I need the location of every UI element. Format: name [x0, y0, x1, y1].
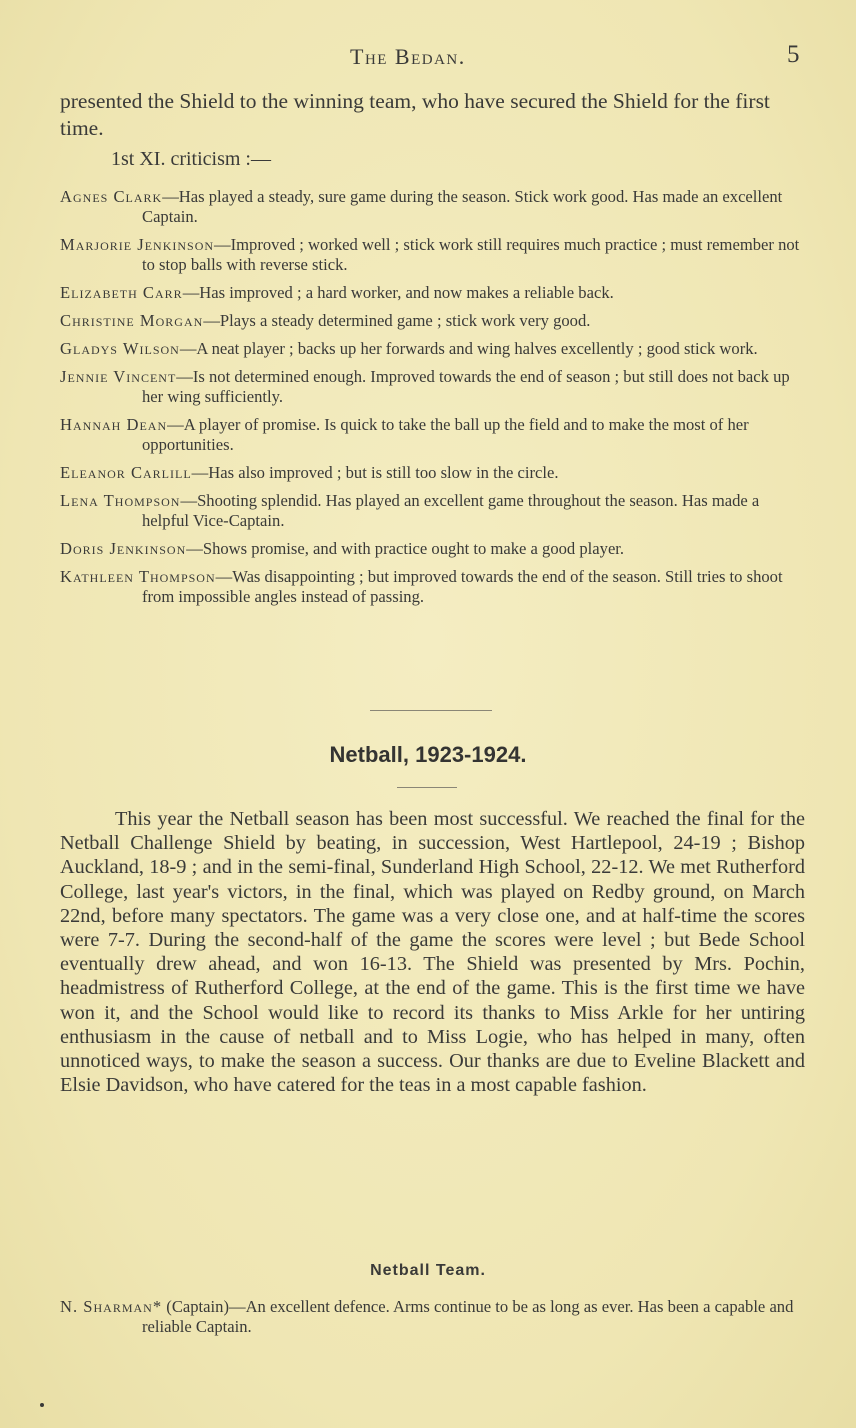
- netball-report-paragraph: This year the Netball season has been most successful. We reached the final for the Netball Challenge Shield by beating, in succession, West Hartlepool, 24-19 ; Bishop Auckland, 18-9 ; and in the semi-final, Sunderland High School, 22-12. We met Rutherford College, last year's victors, in the final, which was played on Redby ground, on March 22nd, before many spectators. The game was a very close one, and at half-time the scores were 7-7. During the second-half of the game the scores were level ; but Bede School eventually drew ahead, and won 16-13. The Shield was presented by Mrs. Pochin, headmistress of Rutherford College, at the end of the game. This is the first time we have won it, and the School would like to record its thanks to Miss Arkle for her untiring enthusiasm in the cause of netball and to Miss Logie, who has helped in many, often unnoticed ways, to make the season a success. Our thanks are due to Eveline Blackett and Elsie Davidson, who have catered for the teas in a most capable fashion.: [60, 808, 805, 1097]
- player-criticism: —Was disappointing ; but improved towards the end of the season. Still tries to shoot from impossible angles instead of passing.: [142, 567, 783, 606]
- player-criticism: (Captain)—An excellent defence. Arms continue to be as long as ever. Has been a capable and reliable Captain.: [142, 1297, 794, 1336]
- criticism-entry: [60, 311, 805, 331]
- player-criticism: —Is not determined enough. Improved towards the end of season ; but still does not back up her wing sufficiently.: [142, 367, 790, 406]
- criticism-entry: [60, 415, 805, 455]
- player-criticism: —Shows promise, and with practice ought to make a good player.: [186, 539, 625, 558]
- player-name: Hannah Dean: [60, 415, 168, 434]
- page-number: 5: [787, 41, 800, 68]
- player-criticism: —A player of promise. Is quick to take the ball up the field and to make the most of her opportunities.: [142, 415, 749, 454]
- player-name: Elizabeth Carr: [60, 283, 183, 302]
- criticism-entry: [60, 187, 805, 227]
- player-name: Jennie Vincent: [60, 367, 177, 386]
- criticism-entry: [60, 283, 805, 303]
- criticism-entry: [60, 235, 805, 275]
- criticism-list: [60, 187, 805, 615]
- player-criticism: —A neat player ; backs up her forwards and wing halves excellently ; good stick work.: [179, 339, 758, 358]
- running-title: The Bedan.: [350, 44, 466, 69]
- player-criticism: —Shooting splendid. Has played an excellent game throughout the season. Has made a helpful Vice-Captain.: [142, 491, 760, 530]
- team-heading: Netball Team.: [370, 1262, 486, 1279]
- player-name: N. Sharman*: [60, 1297, 163, 1316]
- player-criticism: —Has improved ; a hard worker, and now makes a reliable back.: [182, 283, 614, 302]
- criticism-entry: [60, 539, 805, 559]
- player-criticism: —Has played a steady, sure game during the season. Stick work good. Has made an excellent Captain.: [142, 187, 783, 226]
- criticism-entry: [60, 491, 805, 531]
- player-name: Doris Jenkinson: [60, 539, 187, 558]
- player-name: Gladys Wilson: [60, 339, 180, 358]
- player-name: Kathleen Thompson: [60, 567, 216, 586]
- section-title: Netball, 1923-1924.: [329, 742, 527, 767]
- player-name: Eleanor Carlill: [60, 463, 192, 482]
- criticism-entry: [60, 339, 805, 359]
- criticism-heading: 1st XI. criticism :—: [111, 148, 271, 170]
- ink-speck: [40, 1403, 44, 1407]
- criticism-entry: [60, 367, 805, 407]
- section-divider: [370, 710, 492, 711]
- running-header: [0, 41, 856, 74]
- criticism-entry: [60, 463, 805, 483]
- player-criticism: —Has also improved ; but is still too slow in the circle.: [191, 463, 559, 482]
- team-entry: [60, 1297, 805, 1337]
- criticism-entry: [60, 567, 805, 607]
- intro-paragraph: presented the Shield to the winning team, who have secured the Shield for the first time.: [60, 89, 770, 140]
- player-criticism: —Plays a steady determined game ; stick work very good.: [203, 311, 591, 330]
- title-underline: [397, 787, 457, 788]
- player-name: Marjorie Jenkinson: [60, 235, 215, 254]
- player-name: Christine Morgan: [60, 311, 204, 330]
- player-name: Agnes Clark: [60, 187, 163, 206]
- player-name: Lena Thompson: [60, 491, 181, 510]
- player-criticism: —Improved ; worked well ; stick work still requires much practice ; must remember not to stop balls with reverse stick.: [142, 235, 800, 274]
